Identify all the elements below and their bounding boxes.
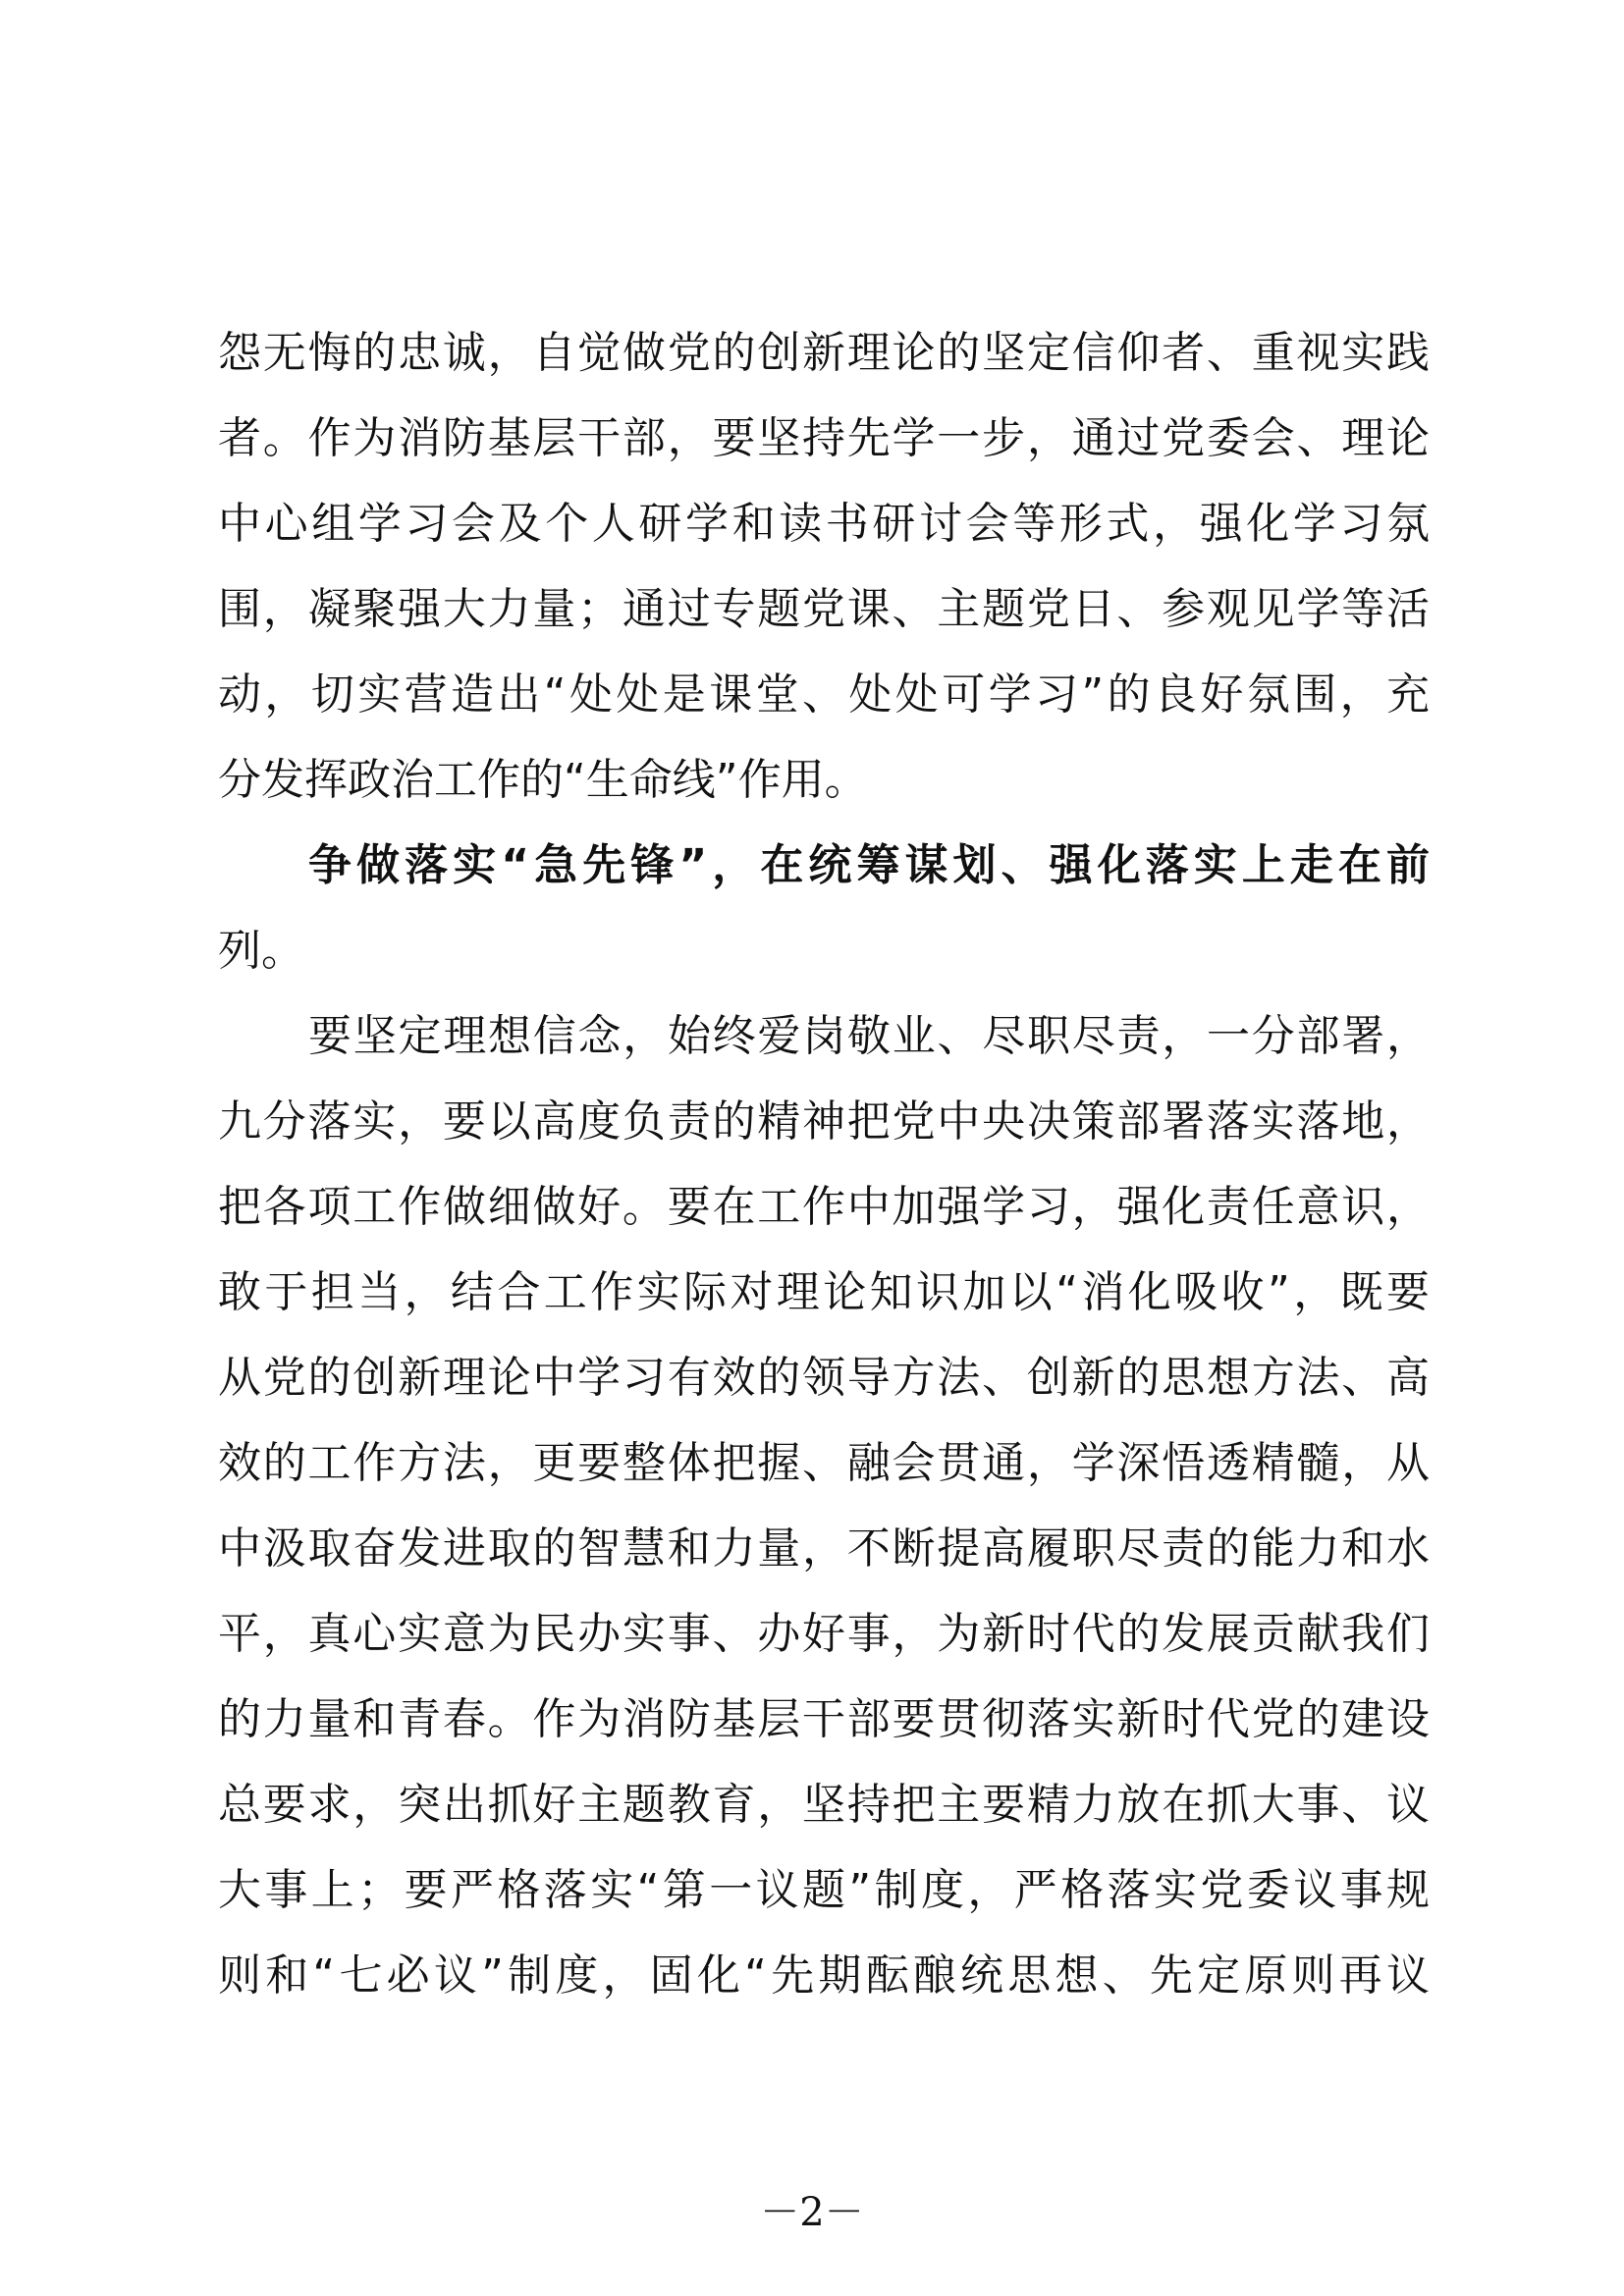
body-text-line: 敢于担当，结合工作实际对理论知识加以“消化吸收”，既要 (218, 1267, 1430, 1317)
body-text-line: 则和“七必议”制度，固化“先期酝酿统思想、先定原则再议 (218, 1950, 1430, 2001)
body-text-line: 围，凝聚强大力量；通过专题党课、主题党日、参观见学等活 (218, 584, 1430, 634)
body-text-line: 效的工作方法，更要整体把握、融会贯通，学深悟透精髓，从 (218, 1438, 1430, 1488)
body-text-line: 九分落实，要以高度负责的精神把党中央决策部署落实落地， (218, 1096, 1430, 1147)
page-number: －2－ (760, 2190, 864, 2235)
body-text-line: 大事上；要严格落实“第一议题”制度，严格落实党委议事规 (218, 1865, 1430, 1915)
body-text-line: 中汲取奋发进取的智慧和力量，不断提高履职尽责的能力和水 (218, 1523, 1430, 1574)
body-text-line: 怨无悔的忠诚，自觉做党的创新理论的坚定信仰者、重视实践 (218, 328, 1430, 378)
body-text-line: 的力量和青春。作为消防基层干部要贯彻落实新时代党的建设 (218, 1694, 1430, 1744)
body-text-line: 列。 (218, 926, 304, 976)
body-text-line: 从党的创新理论中学习有效的领导方法、创新的思想方法、高 (218, 1353, 1430, 1403)
body-text-line: 中心组学习会及个人研学和读书研讨会等形式，强化学习氛 (218, 499, 1430, 549)
section-heading-line: 争做落实“急先锋”，在统筹谋划、强化落实上走在前 (308, 840, 1430, 890)
body-text-line: 动，切实营造出“处处是课堂、处处可学习”的良好氛围，充 (218, 669, 1430, 720)
body-text-line: 者。作为消防基层干部，要坚持先学一步，通过党委会、理论 (218, 413, 1430, 463)
body-text-line: 分发挥政治工作的“生命线”作用。 (218, 755, 868, 805)
body-text-line: 要坚定理想信念，始终爱岗敬业、尽职尽责，一分部署， (308, 1011, 1430, 1061)
body-text-line: 把各项工作做细做好。要在工作中加强学习，强化责任意识， (218, 1182, 1430, 1232)
body-text-line: 平，真心实意为民办实事、办好事，为新时代的发展贡献我们 (218, 1609, 1430, 1659)
body-text-line: 总要求，突出抓好主题教育，坚持把主要精力放在抓大事、议 (218, 1780, 1430, 1830)
